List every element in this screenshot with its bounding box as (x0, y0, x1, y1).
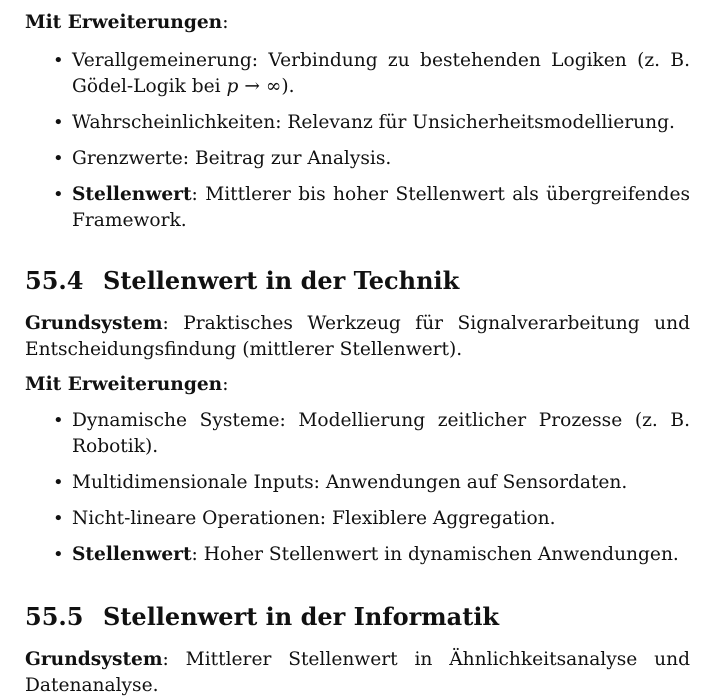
section-title: Stellenwert in der Informatik (103, 602, 500, 631)
bullet-icon: • (53, 112, 64, 133)
section-title: Stellenwert in der Technik (103, 266, 460, 295)
list-item: • Stellenwert: Mittlerer bis hoher Stellenwert als übergreifendes Framework. (53, 184, 690, 231)
bullet-icon: • (53, 50, 64, 71)
bullet-icon: • (53, 472, 64, 493)
grundsystem-paragraph-55-5: Grundsystem: Mittlerer Stellenwert in Ähnlichkeitsanalyse und Datenanalyse. (25, 649, 690, 696)
math-variable: p (226, 76, 239, 97)
extensions-label-text: Mit Erweiterungen (25, 12, 223, 33)
extensions-label-2: Mit Erweiterungen: (25, 374, 229, 395)
list-item: • Wahrscheinlichkeiten: Relevanz für Unsicherheitsmodellierung. (72, 110, 690, 136)
grundsystem-paragraph-55-4: Grundsystem: Praktisches Werkzeug für Signalverarbeitung und Entscheidungsfindung (mittlerer Stellenwert). (25, 313, 690, 360)
list-item: • Grenzwerte: Beitrag zur Analysis. (72, 146, 690, 172)
bullet-icon: • (53, 148, 64, 169)
bullet-icon: • (53, 544, 64, 565)
section-number: 55.4 (25, 266, 84, 295)
list-item: • Verallgemeinerung: Verbindung zu bestehenden Logiken (z. B. Gödel-Logik bei p → ∞). (53, 50, 690, 97)
list-item: • Stellenwert: Hoher Stellenwert in dynamischen Anwendungen. (72, 542, 690, 568)
math-limit: → ∞ (238, 76, 282, 97)
section-heading-55-5 (25, 602, 499, 632)
list-item: • Multidimensionale Inputs: Anwendungen auf Sensordaten. (72, 470, 690, 496)
list-item: • Nicht-lineare Operationen: Flexiblere Aggregation. (72, 506, 690, 532)
bullet-icon: • (53, 410, 64, 431)
section-heading-55-4 (25, 266, 459, 296)
section-number: 55.5 (25, 602, 84, 631)
bullet-icon: • (53, 508, 64, 529)
list-item: • Dynamische Systeme: Modellierung zeitlicher Prozesse (z. B. Robotik). (53, 410, 690, 457)
extensions-label-1: Mit Erweiterungen: (25, 12, 229, 33)
bullet-icon: • (53, 184, 64, 205)
